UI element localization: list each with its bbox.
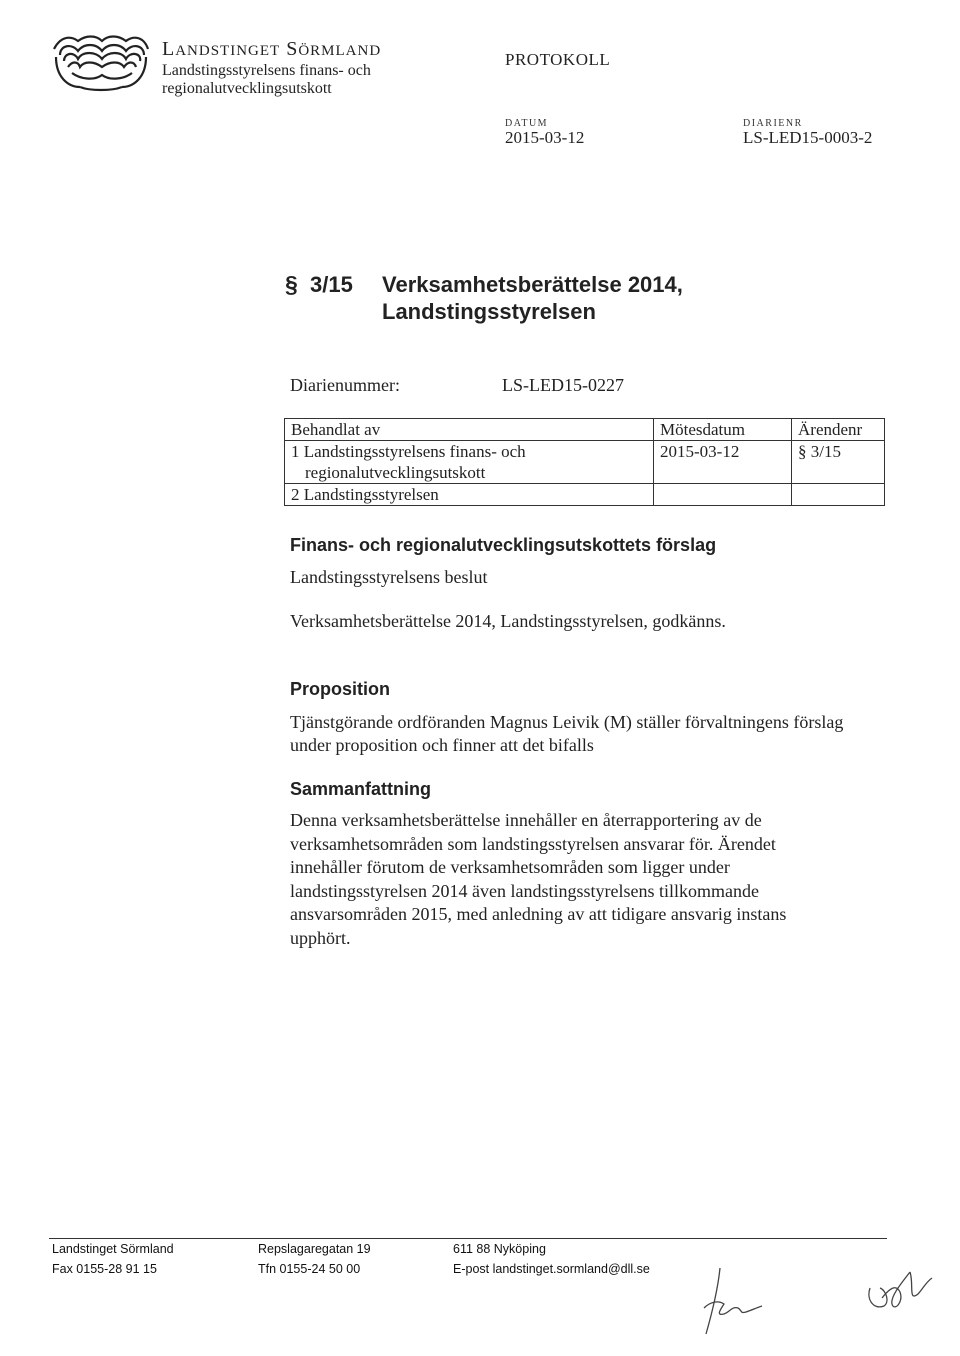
table-header-behandlat: Behandlat av [285, 419, 654, 441]
committee-proposal-heading: Finans- och regionalutvecklingsutskottets förslag [290, 535, 717, 555]
organization-subtitle-line1: Landstingsstyrelsens finans- och [162, 62, 371, 79]
footer-org: Landstinget Sörmland [52, 1242, 174, 1256]
footer-email: E-post landstinget.sormland@dll.se [453, 1262, 650, 1276]
proposition-heading: Proposition [290, 679, 390, 699]
table-header-arendenr: Ärendenr [792, 419, 885, 441]
diarienummer-label: Diarienummer: [290, 375, 400, 395]
table-cell-body-line1: 1 Landstingsstyrelsens finans- och [291, 442, 526, 461]
organization-name: LANDSTINGET SÖRMLAND [162, 38, 382, 60]
organization-subtitle-line2: regionalutvecklingsutskott [162, 80, 332, 97]
summary-text: Denna verksamhetsberättelse innehåller en återrapportering av de verksamhetsområden som landstingsstyrelsen ansvarar för. Ärendet innehåller förutom de verksamhetsområden som ligger under landstingsstyrelsen 2014 även landstingsstyrelsens tillkommande ansvarsområden 2015, med anledning av att tidigare ansvarig instans upphört. [290, 810, 787, 948]
landsting-logo-icon [50, 27, 152, 93]
footer-fax: Fax 0155-28 91 15 [52, 1262, 157, 1276]
diarienummer-value: LS-LED15-0227 [502, 375, 624, 395]
decision-label: Landstingsstyrelsens beslut [290, 567, 488, 587]
datum-label: DATUM [505, 118, 549, 129]
table-header-row [285, 419, 885, 441]
table-row [285, 484, 885, 506]
signature-initials-icon [860, 1258, 935, 1318]
signature-initials-icon [690, 1258, 780, 1338]
page-title-line2: Landstingsstyrelsen [382, 299, 596, 324]
table-cell-body: 2 Landstingsstyrelsen [285, 484, 654, 506]
table-cell-case: § 3/15 [792, 441, 885, 484]
footer-phone: Tfn 0155-24 50 00 [258, 1262, 361, 1276]
diarienr-label: DIARIENR [743, 118, 803, 129]
proposition-text: Tjänstgörande ordföranden Magnus Leivik (M) ställer förvaltningens förslag under proposition och finner att det bifalls [290, 712, 844, 755]
paragraph-sign: § [285, 271, 298, 297]
table-header-motesdatum: Mötesdatum [654, 419, 792, 441]
summary-heading: Sammanfattning [290, 779, 432, 799]
table-cell-body-line2: regionalutvecklingsutskott [305, 463, 486, 482]
table-cell-date [654, 484, 792, 506]
footer-postal: 611 88 Nyköping [453, 1242, 546, 1256]
table-cell-body [285, 441, 654, 484]
diarienr-value: LS-LED15-0003-2 [743, 128, 873, 147]
decision-text: Verksamhetsberättelse 2014, Landstingsstyrelsen, godkänns. [290, 611, 726, 631]
table-cell-case [792, 484, 885, 506]
datum-value: 2015-03-12 [505, 128, 585, 147]
handled-by-table [284, 418, 885, 506]
paragraph-number: 3/15 [310, 272, 353, 297]
footer-divider [49, 1238, 887, 1239]
document-type: PROTOKOLL [505, 50, 611, 69]
table-row [285, 441, 885, 484]
footer-address: Repslagaregatan 19 [258, 1242, 371, 1256]
table-cell-date: 2015-03-12 [654, 441, 792, 484]
page-title-line1: Verksamhetsberättelse 2014, [382, 272, 683, 297]
